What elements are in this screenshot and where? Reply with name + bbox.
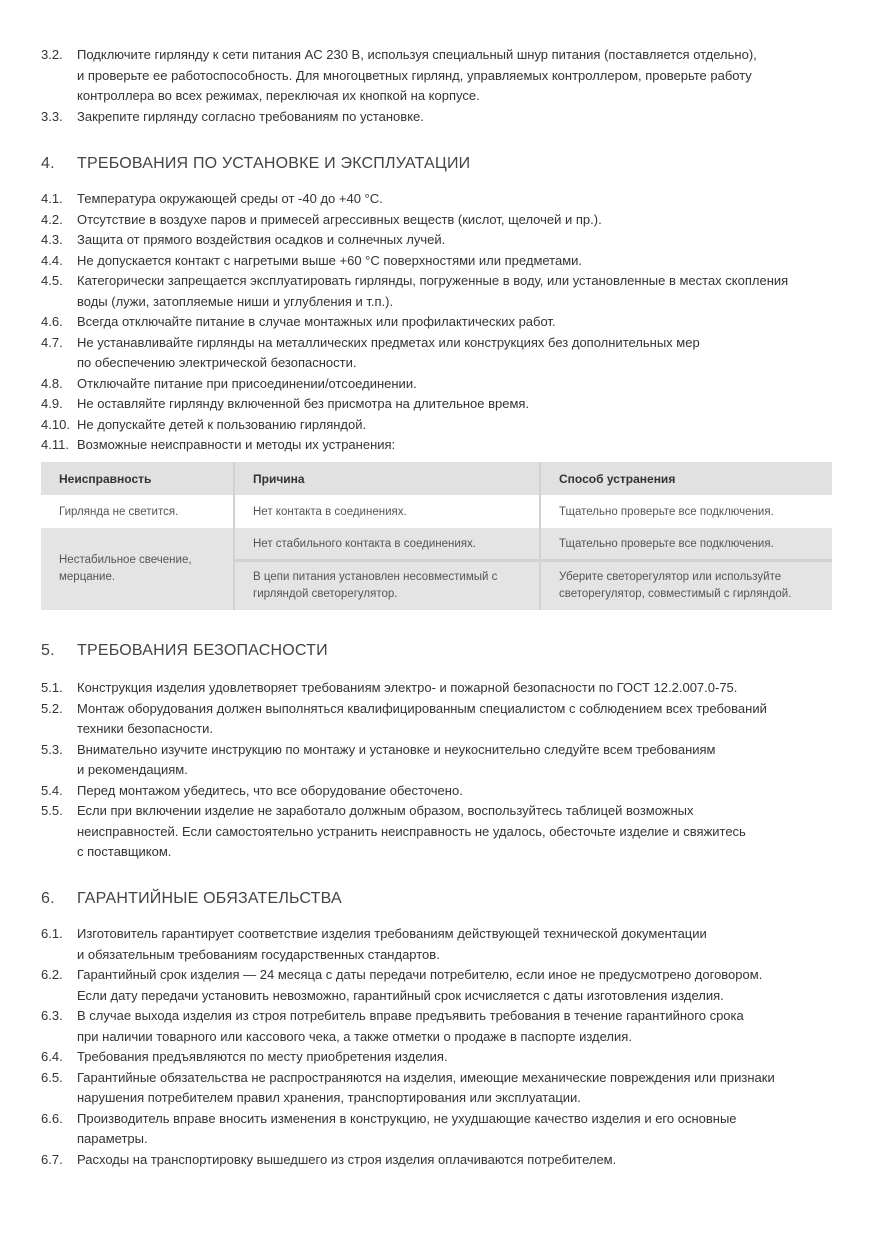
item-text: Внимательно изучите инструкцию по монтажу и установке и неукоснительно следуйте всем требованиям xyxy=(77,741,716,757)
item-number: 4.8. xyxy=(41,375,63,391)
list-item-6-4 xyxy=(41,1047,841,1068)
item-text: Производитель вправе вносить изменения в конструкцию, не ухудшающие качество изделия и его основные xyxy=(77,1110,737,1126)
section-heading-4 xyxy=(41,155,470,173)
list-item-5-2 xyxy=(41,699,841,740)
list-item-5-4 xyxy=(41,781,841,802)
item-text: и проверьте ее работоспособность. Для многоцветных гирлянд, управляемых контроллером, проверьте работу xyxy=(77,67,752,83)
item-text: Если при включении изделие не заработало должным образом, воспользуйтесь таблицей возможных xyxy=(77,803,694,818)
item-number: 6.5. xyxy=(41,1069,63,1085)
cell-fix: Тщательно проверьте все подключения. xyxy=(540,495,832,528)
section-title: ТРЕБОВАНИЯ БЕЗОПАСНОСТИ xyxy=(77,642,328,659)
item-number: 4.1. xyxy=(41,191,63,206)
list-item-5-3 xyxy=(41,740,841,781)
list-item-6-6 xyxy=(41,1109,841,1150)
item-text: Не допускайте детей к пользованию гирляндой. xyxy=(77,416,367,432)
item-text: Гарантийные обязательства не распространяются на изделия, имеющие механические повреждения или признаки xyxy=(77,1069,775,1085)
item-number: 6.1. xyxy=(41,926,63,941)
item-number: 6.7. xyxy=(41,1151,63,1167)
cell-fault: Нестабильное свечение, мерцание. xyxy=(41,528,234,610)
item-text: Перед монтажом убедитесь, что все оборудование обесточено. xyxy=(77,782,463,798)
item-text: Подключите гирлянду к сети питания AC 230 В, используя специальный шнур питания (поставляется отдельно), xyxy=(77,47,757,62)
item-number: 4.2. xyxy=(41,211,63,227)
table-header-row xyxy=(41,462,832,495)
item-text: и рекомендациям. xyxy=(77,762,188,777)
list-item-4-8 xyxy=(41,374,841,395)
cell-fix: Тщательно проверьте все подключения. xyxy=(540,528,832,561)
list-item-4-9 xyxy=(41,394,841,415)
item-text: при наличии товарного или кассового чека, а также отметки о продаже в паспорте изделия. xyxy=(77,1028,632,1044)
item-number: 6.2. xyxy=(41,967,63,982)
item-text: воды (лужи, затопляемые ниши и углубления и т.п.). xyxy=(77,293,394,309)
list-item-5-5 xyxy=(41,801,841,863)
item-number: 5.3. xyxy=(41,741,63,757)
item-text: нарушения потребителем правил хранения, транспортирования или эксплуатации. xyxy=(77,1090,581,1105)
faults-table xyxy=(41,462,832,610)
cell-fault: Гирлянда не светится. xyxy=(41,495,234,528)
item-text: Изготовитель гарантирует соответствие изделия требованиям действующей технической документации xyxy=(77,926,707,941)
section-number: 4. xyxy=(41,155,55,172)
item-text: Монтаж оборудования должен выполняться квалифицированным специалистом с соблюдением всех требований xyxy=(77,700,767,716)
item-text: Температура окружающей среды от -40 до +40 °C. xyxy=(77,191,383,206)
table-row xyxy=(41,528,832,561)
item-number: 3.2. xyxy=(41,47,63,62)
item-text: В случае выхода изделия из строя потребитель вправе предъявить требования в течение гарантийного срока xyxy=(77,1008,744,1023)
cell-cause: В цепи питания установлен несовместимый с гирляндой светорегулятор. xyxy=(234,561,540,611)
section-title: ТРЕБОВАНИЯ ПО УСТАНОВКЕ И ЭКСПЛУАТАЦИИ xyxy=(77,155,471,172)
list-item-6-5 xyxy=(41,1068,841,1109)
item-text: Гарантийный срок изделия — 24 месяца с даты передачи потребителю, если иное не предусмотрено договором. xyxy=(77,967,763,982)
item-number: 6.6. xyxy=(41,1110,63,1126)
list-item-6-2 xyxy=(41,965,841,1006)
list-item-4-2 xyxy=(41,210,841,231)
list-item-6-1 xyxy=(41,924,841,965)
item-text: Категорически запрещается эксплуатировать гирлянды, погруженные в воду, или установленные в местах скопления xyxy=(77,273,789,288)
item-number: 3.3. xyxy=(41,109,63,124)
list-item-3-3 xyxy=(41,107,841,128)
section-number: 6. xyxy=(41,890,55,907)
list-item-5-1 xyxy=(41,678,841,699)
item-text: Если дату передачи установить невозможно, гарантийный срок исчисляется с даты изготовления изделия. xyxy=(77,987,724,1003)
item-text: Возможные неисправности и методы их устранения: xyxy=(77,437,396,452)
cell-fix: Уберите светорегулятор или используйте светорегулятор, совместимый с гирляндой. xyxy=(540,561,832,611)
column-header-cause: Причина xyxy=(234,462,540,495)
item-text: Отключайте питание при присоединении/отсоединении. xyxy=(77,375,417,391)
item-text: и обязательным требованиям государственных стандартов. xyxy=(77,946,440,962)
section-number: 5. xyxy=(41,642,55,659)
item-text: с поставщиком. xyxy=(77,844,172,859)
item-number: 4.9. xyxy=(41,396,63,411)
list-item-6-7 xyxy=(41,1150,841,1171)
list-item-3-2 xyxy=(41,45,841,107)
item-text: Закрепите гирлянду согласно требованиям по установке. xyxy=(77,109,424,124)
item-number: 4.3. xyxy=(41,232,63,247)
cell-cause: Нет контакта в соединениях. xyxy=(234,495,540,528)
list-item-6-3 xyxy=(41,1006,841,1047)
column-header-fault: Неисправность xyxy=(41,462,234,495)
item-text: Не оставляйте гирлянду включенной без присмотра на длительное время. xyxy=(77,396,530,411)
item-number: 6.3. xyxy=(41,1008,63,1023)
item-text: неисправностей. Если самостоятельно устранить неисправность не удалось, обесточьте изделие и свяжитесь xyxy=(77,823,746,839)
item-text: Отсутствие в воздухе паров и примесей агрессивных веществ (кислот, щелочей и пр.). xyxy=(77,211,602,227)
item-number: 5.5. xyxy=(41,803,63,818)
column-header-fix: Способ устранения xyxy=(540,462,832,495)
list-item-4-3 xyxy=(41,230,841,251)
list-item-4-6 xyxy=(41,312,841,333)
item-text: Расходы на транспортировку вышедшего из строя изделия оплачиваются потребителем. xyxy=(77,1151,617,1167)
item-number: 5.1. xyxy=(41,680,63,695)
item-text: Не допускается контакт с нагретыми выше +60 °C поверхностями или предметами. xyxy=(77,252,583,268)
item-text: контроллера во всех режимах, переключая их кнопкой на корпусе. xyxy=(77,88,480,103)
item-number: 5.4. xyxy=(41,782,63,798)
item-number: 5.2. xyxy=(41,700,63,716)
item-text: параметры. xyxy=(77,1131,148,1146)
section-heading-5 xyxy=(41,642,328,660)
list-item-4-4 xyxy=(41,251,841,272)
list-item-4-7 xyxy=(41,333,841,374)
item-number: 4.11. xyxy=(41,437,69,452)
item-number: 4.5. xyxy=(41,273,63,288)
item-text: техники безопасности. xyxy=(77,721,214,736)
item-text: Защита от прямого воздействия осадков и солнечных лучей. xyxy=(77,232,446,247)
item-number: 4.4. xyxy=(41,252,63,268)
item-number: 6.4. xyxy=(41,1049,63,1064)
table-row xyxy=(41,495,832,528)
item-number: 4.6. xyxy=(41,314,63,329)
item-text: Требования предъявляются по месту приобретения изделия. xyxy=(77,1049,448,1064)
section-heading-6 xyxy=(41,890,342,908)
item-text: Всегда отключайте питание в случае монтажных или профилактических работ. xyxy=(77,314,556,329)
item-text: по обеспечению электрической безопасности. xyxy=(77,355,357,370)
item-number: 4.10. xyxy=(41,416,70,432)
item-number: 4.7. xyxy=(41,334,63,350)
list-item-4-11 xyxy=(41,435,841,456)
list-item-4-1 xyxy=(41,189,841,210)
item-text: Конструкция изделия удовлетворяет требованиям электро- и пожарной безопасности по ГОСТ 12.2.007.0-75. xyxy=(77,680,738,695)
list-item-4-5 xyxy=(41,271,841,312)
list-item-4-10 xyxy=(41,415,841,436)
item-text: Не устанавливайте гирлянды на металлических предметах или конструкциях без дополнительных мер xyxy=(77,334,700,350)
cell-cause: Нет стабильного контакта в соединениях. xyxy=(234,528,540,561)
section-title: ГАРАНТИЙНЫЕ ОБЯЗАТЕЛЬСТВА xyxy=(77,890,342,907)
